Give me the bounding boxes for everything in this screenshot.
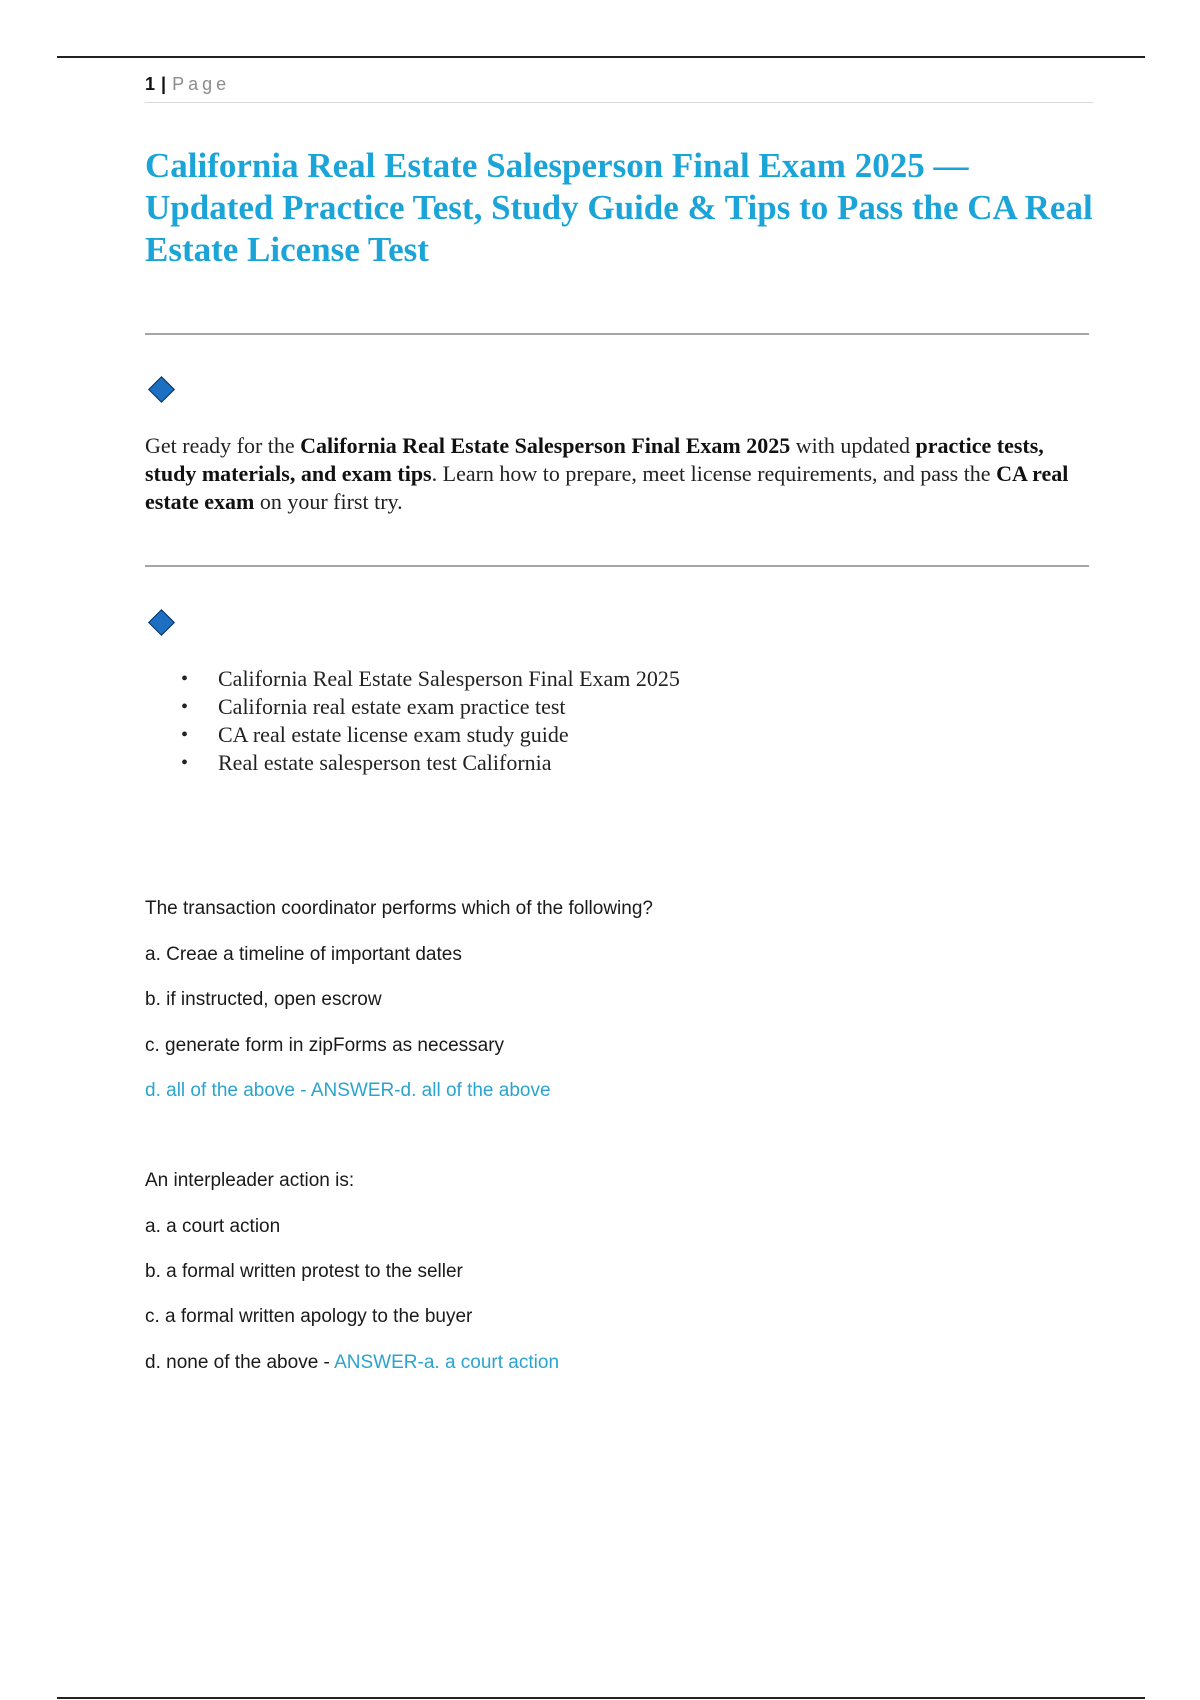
intro-text: on your first try. [254, 489, 403, 514]
list-item: • CA real estate license exam study guide [145, 721, 680, 749]
question-option: b. a formal written protest to the seller [145, 1261, 463, 1282]
question-option: c. a formal written apology to the buyer [145, 1306, 473, 1327]
intro-bold-ca-exam: CA real estate exam [145, 461, 1069, 514]
question-answer: d. all of the above - ANSWER-d. all of the above [145, 1080, 551, 1101]
blue-diamond-icon [148, 609, 175, 636]
question-option: a. Creae a timeline of important dates [145, 944, 462, 965]
intro-text: Get ready for the [145, 433, 301, 458]
page-header [145, 74, 1093, 103]
list-item: • California Real Estate Salesperson Final Exam 2025 [145, 665, 680, 693]
list-item: • Real estate salesperson test California [145, 749, 680, 777]
question-prompt: An interpleader action is: [145, 1170, 355, 1191]
divider [145, 333, 1089, 335]
intro-text: . Learn how to prepare, meet license requirements, and pass the [431, 461, 997, 486]
question-option: a. a court action [145, 1216, 281, 1237]
question-option: b. if instructed, open escrow [145, 989, 382, 1010]
intro-bold-materials: practice tests, study materials, and exam tips [145, 433, 1044, 486]
question-prompt: The transaction coordinator performs which of the following? [145, 898, 653, 919]
question-answer: ANSWER-a. a court action [334, 1352, 560, 1373]
intro-text: with updated [790, 433, 916, 458]
intro-bold-exam: California Real Estate Salesperson Final Exam 2025 [300, 433, 791, 458]
question-option: c. generate form in zipForms as necessary [145, 1035, 505, 1056]
page-number: 1 [145, 74, 156, 94]
top-rule [57, 56, 1145, 58]
page-separator: | [161, 74, 167, 94]
question-option: d. none of the above - [145, 1352, 335, 1373]
page-label: Page [172, 74, 231, 94]
list-item: • California real estate exam practice test [145, 693, 680, 721]
divider [145, 565, 1089, 567]
question-option-with-answer [145, 1352, 559, 1374]
document-title: California Real Estate Salesperson Final Exam 2025 — Updated Practice Test, Study Guide & Tips to Pass the CA Real Estate License Test [145, 146, 1093, 269]
keyword-list [145, 665, 680, 777]
bottom-rule [57, 1697, 1145, 1699]
blue-diamond-icon [148, 376, 175, 403]
intro-paragraph [145, 432, 1085, 516]
